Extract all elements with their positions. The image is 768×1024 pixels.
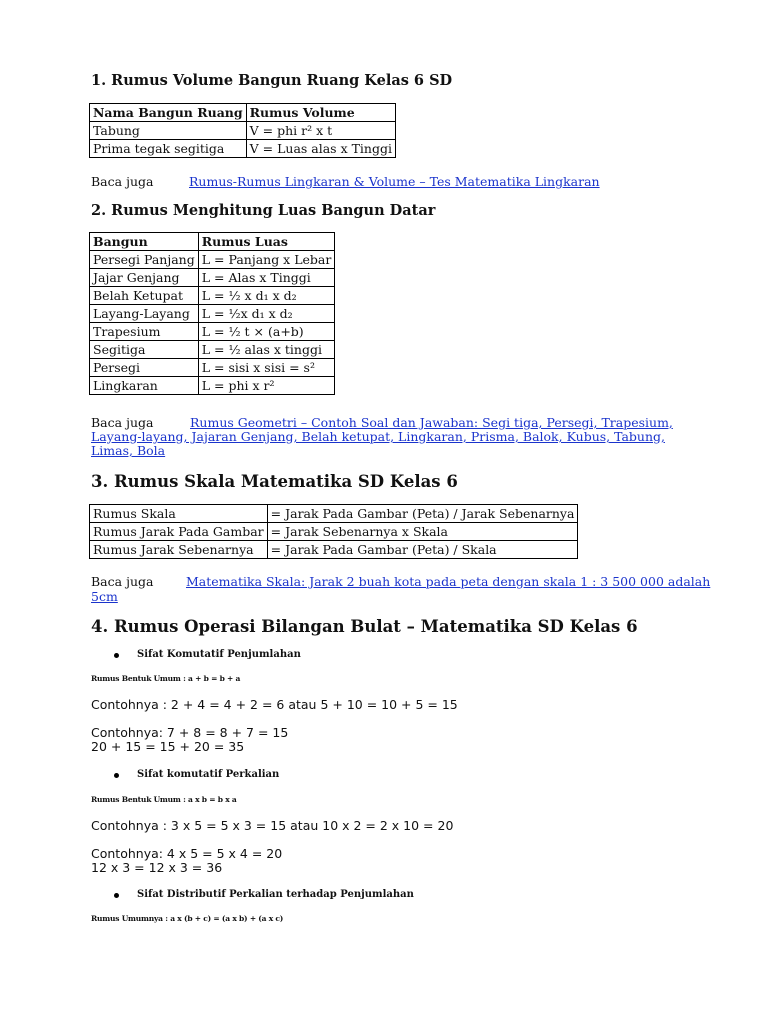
table-header-cell: Rumus Volume	[246, 104, 395, 122]
luas-table	[89, 232, 335, 395]
table-cell: Trapesium	[90, 323, 199, 341]
table-cell: Tabung	[90, 122, 247, 140]
bullet-title-komutatif-perkalian: Sifat komutatif Perkalian	[137, 769, 280, 780]
section-3-title: 3. Rumus Skala Matematika SD Kelas 6	[91, 472, 458, 491]
table-cell: L = Alas x Tinggi	[198, 269, 335, 287]
baca-juga-label: Baca juga	[91, 174, 154, 189]
bullet-title-distributif: Sifat Distributif Perkalian terhadap Penjumlahan	[137, 889, 414, 900]
skala-table	[89, 504, 578, 559]
table-cell: Segitiga	[90, 341, 199, 359]
table-cell: L = ½ alas x tinggi	[198, 341, 335, 359]
table-cell: Rumus Jarak Sebenarnya	[90, 541, 268, 559]
table-row	[90, 251, 335, 269]
table-cell: V = phi r² x t	[246, 122, 395, 140]
example-text: Contohnya : 2 + 4 = 4 + 2 = 6 atau 5 + 10 = 10 + 5 = 15	[91, 697, 458, 712]
baca-juga-label: Baca juga	[91, 574, 154, 589]
related-link-geometri-line-2[interactable]: Layang-layang, Jajaran Genjang, Belah ketupat, Lingkaran, Prisma, Balok, Kubus, Tabung,	[91, 429, 665, 444]
rumus-umum-perkalian: Rumus Bentuk Umum : a x b = b x a	[91, 795, 237, 804]
table-header-cell: Nama Bangun Ruang	[90, 104, 247, 122]
table-cell: Rumus Skala	[90, 505, 268, 523]
related-link-geometri-line-3[interactable]: Limas, Bola	[91, 443, 166, 458]
table-cell: Lingkaran	[90, 377, 199, 395]
table-row	[90, 305, 335, 323]
table-row	[90, 287, 335, 305]
example-text: 20 + 15 = 15 + 20 = 35	[91, 739, 245, 754]
table-header-row	[90, 233, 335, 251]
table-cell: = Jarak Pada Gambar (Peta) / Jarak Sebenarnya	[267, 505, 578, 523]
rumus-umum-penjumlahan: Rumus Bentuk Umum : a + b = b + a	[91, 674, 241, 683]
table-cell: Persegi Panjang	[90, 251, 199, 269]
example-text: Contohnya: 4 x 5 = 5 x 4 = 20	[91, 846, 283, 861]
table-cell: L = ½x d₁ x d₂	[198, 305, 335, 323]
bullet-dot	[114, 773, 119, 778]
table-header-cell: Rumus Luas	[198, 233, 335, 251]
rumus-umum-distributif: Rumus Umumnya : a x (b + c) = (a x b) + (a x c)	[91, 914, 284, 923]
table-cell: Prima tegak segitiga	[90, 140, 247, 158]
bullet-dot	[114, 893, 119, 898]
table-header-cell: Bangun	[90, 233, 199, 251]
table-cell: = Jarak Pada Gambar (Peta) / Skala	[267, 541, 578, 559]
example-text: Contohnya : 3 x 5 = 5 x 3 = 15 atau 10 x 2 = 2 x 10 = 20	[91, 818, 454, 833]
table-cell: = Jarak Sebenarnya x Skala	[267, 523, 578, 541]
table-row	[90, 523, 578, 541]
example-text: 12 x 3 = 12 x 3 = 36	[91, 860, 223, 875]
related-link-skala-line-1[interactable]: Matematika Skala: Jarak 2 buah kota pada peta dengan skala 1 : 3 500 000 adalah	[186, 574, 711, 589]
table-cell: Persegi	[90, 359, 199, 377]
table-row	[90, 377, 335, 395]
table-row	[90, 323, 335, 341]
table-cell: L = ½ t × (a+b)	[198, 323, 335, 341]
related-link-lingkaran[interactable]: Rumus-Rumus Lingkaran & Volume – Tes Matematika Lingkaran	[189, 174, 600, 189]
table-row	[90, 359, 335, 377]
section-4-title: 4. Rumus Operasi Bilangan Bulat – Matematika SD Kelas 6	[91, 617, 638, 636]
table-cell: Rumus Jarak Pada Gambar	[90, 523, 268, 541]
table-cell: L = sisi x sisi = s²	[198, 359, 335, 377]
table-row	[90, 341, 335, 359]
table-row	[90, 269, 335, 287]
section-2-title: 2. Rumus Menghitung Luas Bangun Datar	[91, 202, 436, 219]
related-link-geometri-line-1[interactable]: Rumus Geometri – Contoh Soal dan Jawaban: Segi tiga, Persegi, Trapesium,	[190, 415, 673, 430]
table-header-row	[90, 104, 396, 122]
table-cell: Belah Ketupat	[90, 287, 199, 305]
table-row	[90, 122, 396, 140]
table-row	[90, 505, 578, 523]
baca-juga-label: Baca juga	[91, 415, 154, 430]
table-row	[90, 541, 578, 559]
table-row	[90, 140, 396, 158]
table-cell: Layang-Layang	[90, 305, 199, 323]
bullet-title-komutatif-penjumlahan: Sifat Komutatif Penjumlahan	[137, 649, 301, 660]
section-1-title: 1. Rumus Volume Bangun Ruang Kelas 6 SD	[91, 72, 453, 89]
example-text: Contohnya: 7 + 8 = 8 + 7 = 15	[91, 725, 289, 740]
volume-table	[89, 103, 396, 158]
related-link-skala-line-2[interactable]: 5cm	[91, 589, 118, 604]
bullet-dot	[114, 653, 119, 658]
table-cell: Jajar Genjang	[90, 269, 199, 287]
table-cell: L = phi x r²	[198, 377, 335, 395]
table-cell: L = Panjang x Lebar	[198, 251, 335, 269]
table-cell: V = Luas alas x Tinggi	[246, 140, 395, 158]
table-cell: L = ½ x d₁ x d₂	[198, 287, 335, 305]
